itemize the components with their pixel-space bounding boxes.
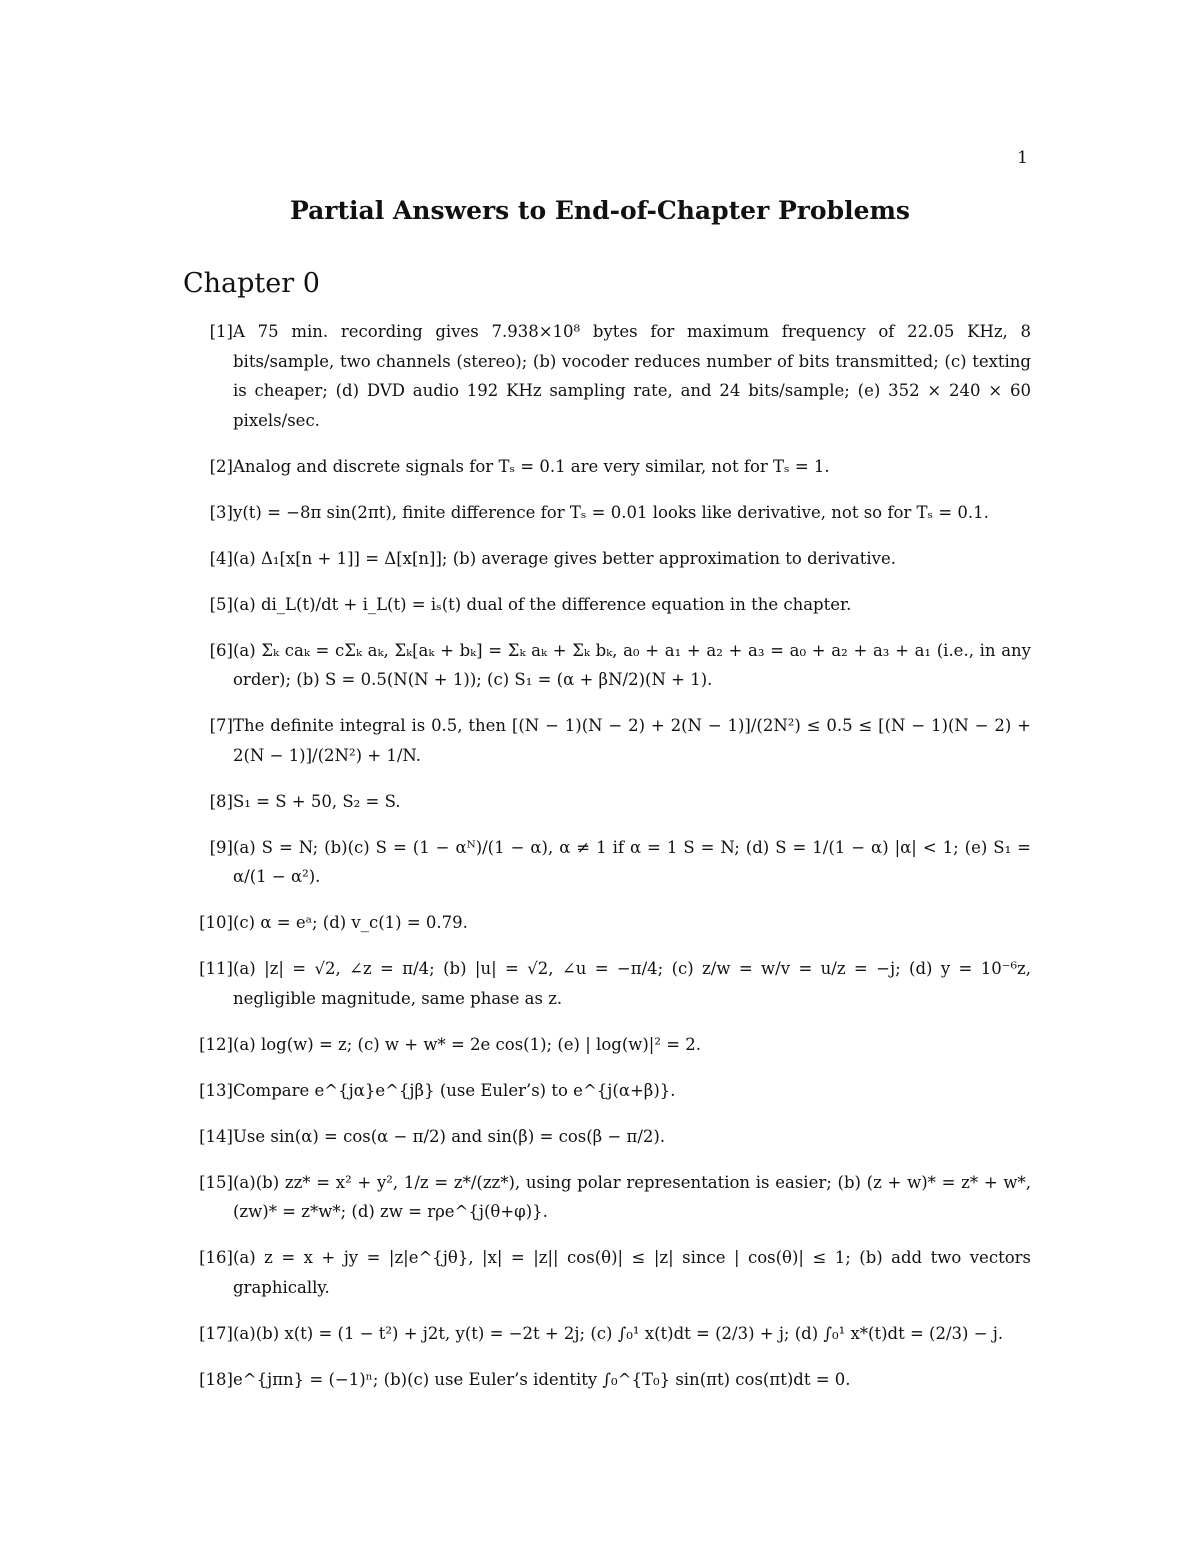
answer-text: y(t) = −8π sin(2πt), finite difference for Tₛ = 0.01 looks like derivative, not so for Tₛ = 0.1. bbox=[233, 502, 989, 522]
answer-number: [13] bbox=[199, 1080, 233, 1100]
answer-number: [2] bbox=[209, 456, 233, 476]
answer-number: [7] bbox=[209, 716, 233, 735]
answer-text: (a) log(w) = z; (c) w + w* = 2e cos(1); (e) | log(w)|² = 2. bbox=[233, 1034, 702, 1054]
answer-text: S₁ = S + 50, S₂ = S. bbox=[233, 791, 401, 811]
answer-number: [17] bbox=[199, 1323, 233, 1343]
answer-item bbox=[183, 787, 1031, 817]
answer-number: [1] bbox=[209, 322, 233, 341]
answer-number: [4] bbox=[209, 548, 233, 568]
answer-item bbox=[183, 1030, 1031, 1060]
answer-number: [16] bbox=[199, 1248, 233, 1267]
answer-item bbox=[183, 1243, 1031, 1302]
answer-text: (a) z = x + jy = |z|e^{jθ}, |x| = |z|| cos(θ)| ≤ |z| since | cos(θ)| ≤ 1; (b) add two vectors graphically. bbox=[233, 1248, 1031, 1297]
answer-list bbox=[183, 317, 1031, 1411]
answer-item bbox=[183, 833, 1031, 892]
answer-number: [3] bbox=[209, 502, 233, 522]
answer-text: (a)(b) x(t) = (1 − t²) + j2t, y(t) = −2t + 2j; (c) ∫₀¹ x(t)dt = (2/3) + j; (d) ∫₀¹ x*(t)dt = (2/3) − j. bbox=[233, 1323, 1004, 1343]
answer-text: (a) S = N; (b)(c) S = (1 − αᴺ)/(1 − α), α ≠ 1 if α = 1 S = N; (d) S = 1/(1 − α) |α| < 1; (e) S₁ = α/(1 − α²). bbox=[233, 837, 1031, 886]
answer-text: (a) di_L(t)/dt + i_L(t) = iₛ(t) dual of the difference equation in the chapter. bbox=[233, 594, 852, 614]
answer-text: e^{jπn} = (−1)ⁿ; (b)(c) use Euler’s identity ∫₀^{T₀} sin(πt) cos(πt)dt = 0. bbox=[233, 1369, 851, 1389]
answer-item bbox=[183, 711, 1031, 770]
answer-text: Use sin(α) = cos(α − π/2) and sin(β) = cos(β − π/2). bbox=[233, 1126, 666, 1146]
answer-item bbox=[183, 1122, 1031, 1152]
answer-item bbox=[183, 452, 1031, 482]
answer-number: [5] bbox=[209, 594, 233, 614]
answer-text: Analog and discrete signals for Tₛ = 0.1 are very similar, not for Tₛ = 1. bbox=[233, 456, 830, 476]
answer-text: (a) Σₖ caₖ = cΣₖ aₖ, Σₖ[aₖ + bₖ] = Σₖ aₖ + Σₖ bₖ, a₀ + a₁ + a₂ + a₃ = a₀ + a₂ + a₃ + a₁ (i.e., in any order); (b) S = 0.5(N(N + 1)); (c) S₁ = (α + βN/2)(N + 1). bbox=[233, 640, 1031, 689]
answer-item bbox=[183, 590, 1031, 620]
page-number: 1 bbox=[1017, 148, 1028, 168]
answer-item bbox=[183, 636, 1031, 695]
answer-item bbox=[183, 1168, 1031, 1227]
answer-text: (a)(b) zz* = x² + y², 1/z = z*/(zz*), using polar representation is easier; (b) (z + w)* = z* + w*, (zw)* = z*w*; (d) zw = rρe^{j(θ+φ)}. bbox=[233, 1172, 1031, 1221]
answer-item bbox=[183, 1319, 1031, 1349]
answer-item bbox=[183, 908, 1031, 938]
answer-number: [6] bbox=[209, 640, 233, 660]
answer-text: A 75 min. recording gives 7.938×10⁸ bytes for maximum frequency of 22.05 KHz, 8 bits/sample, two channels (stereo); (b) vocoder reduces number of bits transmitted; (c) texting is cheaper; (d) DVD audio 192 KHz sampling rate, and 24 bits/sample; (e) 352 × 240 × 60 pixels/sec. bbox=[233, 322, 1031, 430]
answer-number: [15] bbox=[199, 1172, 233, 1192]
answer-item bbox=[183, 954, 1031, 1013]
answer-number: [9] bbox=[209, 837, 233, 857]
answer-text: (c) α = eᵃ; (d) v_c(1) = 0.79. bbox=[233, 913, 468, 932]
answer-text: The definite integral is 0.5, then [(N − 1)(N − 2) + 2(N − 1)]/(2N²) ≤ 0.5 ≤ [(N − 1)(N − 2) + 2(N − 1)]/(2N²) + 1/N. bbox=[233, 716, 1031, 765]
answer-number: [8] bbox=[209, 791, 233, 811]
answer-number: [14] bbox=[199, 1126, 233, 1146]
answer-number: [11] bbox=[199, 959, 233, 978]
answer-text: (a) Δ₁[x[n + 1]] = Δ[x[n]]; (b) average gives better approximation to derivative. bbox=[233, 548, 896, 568]
answer-item bbox=[183, 498, 1031, 528]
answer-text: (a) |z| = √2, ∠z = π/4; (b) |u| = √2, ∠u = −π/4; (c) z/w = w/v = u/z = −j; (d) y = 10⁻⁶z, negligible magnitude, same phase as z. bbox=[233, 959, 1031, 1008]
document-title: Partial Answers to End-of-Chapter Problems bbox=[289, 196, 911, 225]
answer-number: [10] bbox=[199, 913, 233, 932]
answer-number: [18] bbox=[199, 1369, 233, 1389]
answer-text: Compare e^{jα}e^{jβ} (use Euler’s) to e^{j(α+β)}. bbox=[233, 1080, 676, 1100]
answer-number: [12] bbox=[199, 1034, 233, 1054]
answer-item bbox=[183, 544, 1031, 574]
answer-item bbox=[183, 1365, 1031, 1395]
answer-item bbox=[183, 1076, 1031, 1106]
chapter-heading: Chapter 0 bbox=[183, 268, 320, 299]
answer-item bbox=[183, 317, 1031, 435]
